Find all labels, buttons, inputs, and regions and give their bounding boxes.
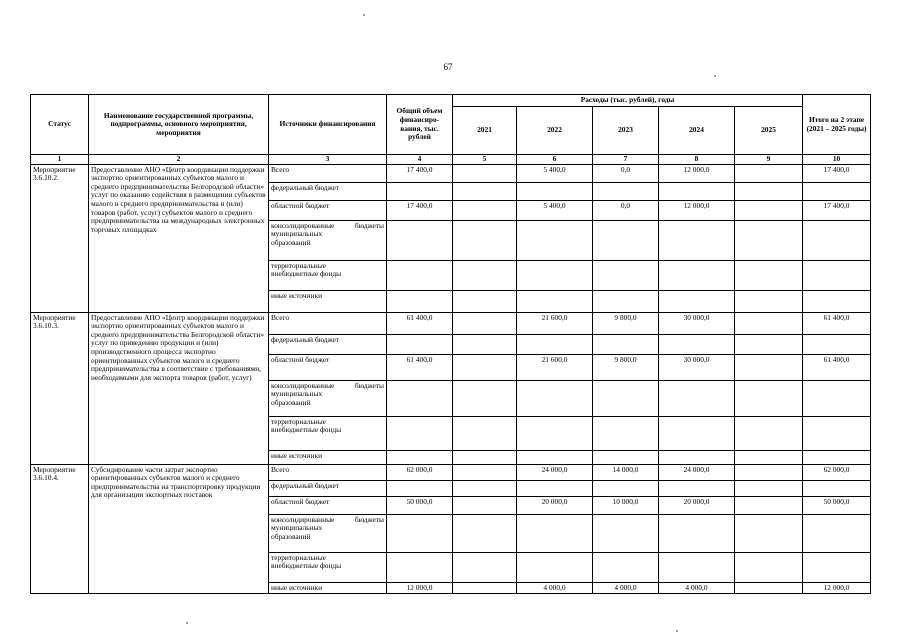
value-2024: 12 000,0: [659, 164, 735, 182]
header-year: 2023: [593, 107, 659, 155]
source-territorial-line: внебюджетные фонды: [271, 269, 342, 279]
value-2024: 4 000,0: [659, 582, 735, 594]
value-2023: 10 000,0: [593, 496, 659, 514]
event-status: Мероприятие 3.6.10.3.: [31, 312, 89, 464]
value-2021: [453, 450, 517, 464]
value-2021: [453, 164, 517, 182]
budget-table: [30, 94, 871, 594]
source-federal: федеральный бюджет: [269, 334, 387, 354]
value-2023: 9 800,0: [593, 312, 659, 334]
header-status: Статус: [31, 95, 89, 155]
value-total: 62 000,0: [387, 464, 453, 480]
value-stage-total: 61 400,0: [803, 354, 871, 380]
source-territorial-line: территориальные: [271, 416, 326, 426]
value-2023: 9 800,0: [593, 354, 659, 380]
value-2025: [735, 496, 803, 514]
source-all: Всего: [269, 464, 387, 480]
header-expenses: Расходы (тыс. рублей), годы: [453, 95, 803, 107]
value-2024: 30 000,0: [659, 312, 735, 334]
table-row: [31, 312, 871, 334]
value-total: 61 400,0: [387, 312, 453, 334]
column-number: 2: [89, 155, 269, 165]
header-sources: Источники финансирования: [269, 95, 387, 155]
source-territorial-line: внебюджетные фонды: [271, 561, 342, 571]
source-municipal: [269, 380, 387, 416]
value-2022: 5 400,0: [517, 200, 593, 220]
value-2024: 24 000,0: [659, 464, 735, 480]
value-2021: [453, 582, 517, 594]
source-territorial: [269, 552, 387, 582]
value-total: 12 000,0: [387, 582, 453, 594]
source-territorial: [269, 416, 387, 450]
value-stage-total: 12 000,0: [803, 582, 871, 594]
source-municipal-line: консолидированные бюджеты муниципальных: [271, 514, 384, 533]
header-year: 2021: [453, 107, 517, 155]
value-2023: [593, 290, 659, 312]
value-total: 17 400,0: [387, 200, 453, 220]
value-2022: 24 000,0: [517, 464, 593, 480]
source-federal: федеральный бюджет: [269, 182, 387, 200]
source-all: Всего: [269, 164, 387, 182]
value-stage-total: 17 400,0: [803, 200, 871, 220]
value-2025: [735, 464, 803, 480]
value-total: 61 400,0: [387, 354, 453, 380]
value-2022: 21 600,0: [517, 354, 593, 380]
column-number: 7: [593, 155, 659, 165]
value-stage-total: [803, 290, 871, 312]
value-2021: [453, 496, 517, 514]
column-number: 5: [453, 155, 517, 165]
table-row: [31, 164, 871, 182]
source-regional: областной бюджет: [269, 496, 387, 514]
value-2023: 14 000,0: [593, 464, 659, 480]
value-2024: [659, 290, 735, 312]
source-municipal: [269, 220, 387, 260]
value-2025: [735, 354, 803, 380]
source-municipal-line: консолидированные бюджеты муниципальных: [271, 220, 384, 239]
source-regional: областной бюджет: [269, 200, 387, 220]
scan-speck: [363, 14, 365, 16]
source-regional: областной бюджет: [269, 354, 387, 380]
value-2021: [453, 200, 517, 220]
value-2025: [735, 582, 803, 594]
source-other: иные источники: [269, 290, 387, 312]
value-2024: 20 000,0: [659, 496, 735, 514]
value-stage-total: 50 000,0: [803, 496, 871, 514]
source-all: Всего: [269, 312, 387, 334]
value-2021: [453, 354, 517, 380]
column-number: 9: [735, 155, 803, 165]
column-number: 10: [803, 155, 871, 165]
value-2021: [453, 290, 517, 312]
value-2022: 5 400,0: [517, 164, 593, 182]
header-stage-total: Итого на 2 этапе (2021 – 2025 годы): [803, 95, 871, 155]
column-number: 4: [387, 155, 453, 165]
value-2025: [735, 312, 803, 334]
value-2025: [735, 450, 803, 464]
value-total: [387, 290, 453, 312]
header-total: Общий объем финансиро-вания, тыс. рублей: [387, 95, 453, 155]
header-year: 2024: [659, 107, 735, 155]
value-2023: 0,0: [593, 200, 659, 220]
source-municipal: [269, 514, 387, 552]
source-other: иные источники: [269, 582, 387, 594]
value-stage-total: 62 000,0: [803, 464, 871, 480]
scan-speck: [186, 622, 188, 624]
source-territorial-line: внебюджетные фонды: [271, 425, 342, 435]
event-description: Предоставление АНО «Центр координации поддержки экспортно ориентированных субъектов малого и среднего предпринимательства Белгородской области» услуг по оказанию содействия в размещении субъектов малого и среднего предпринимательства и (или) товаров (работ, услуг) субъектов малого и среднего предпринимательства на международных электронных торговых площадках: [89, 164, 269, 312]
source-territorial: [269, 260, 387, 290]
value-2025: [735, 164, 803, 182]
event-status: Мероприятие 3.6.10.4.: [31, 464, 89, 594]
scan-speck: [714, 75, 716, 77]
event-description: Субсидирование части затрат экспортно ориентированных субъектов малого и среднего предпринимательства на транспортировку продукции для организации экспортных поставок: [89, 464, 269, 594]
value-2022: [517, 450, 593, 464]
value-2024: [659, 450, 735, 464]
column-number: 6: [517, 155, 593, 165]
column-number: 3: [269, 155, 387, 165]
event-description: Предоставление АНО «Центр координации поддержки экспортно ориентированных субъектов малого и среднего предпринимательства Белгородской области» услуг по приведению продукции и (или) производственного процесса экспортно ориентированных субъектов малого и среднего предпринимательства в соответствие с требованиями, необходимыми для экспорта товаров (работ, услуг): [89, 312, 269, 464]
value-2023: 4 000,0: [593, 582, 659, 594]
value-total: 17 400,0: [387, 164, 453, 182]
value-2022: [517, 290, 593, 312]
table-row: [31, 464, 871, 480]
value-2025: [735, 290, 803, 312]
value-2021: [453, 464, 517, 480]
value-stage-total: [803, 450, 871, 464]
source-other: иные источники: [269, 450, 387, 464]
value-2023: 0,0: [593, 164, 659, 182]
value-2022: 21 600,0: [517, 312, 593, 334]
source-municipal-line: образований: [271, 397, 311, 407]
source-municipal-line: образований: [271, 237, 311, 247]
value-2024: 12 000,0: [659, 200, 735, 220]
value-total: [387, 450, 453, 464]
header-year: 2025: [735, 107, 803, 155]
column-number: 8: [659, 155, 735, 165]
value-total: 50 000,0: [387, 496, 453, 514]
source-territorial-line: территориальные: [271, 260, 326, 270]
source-territorial-line: территориальные: [271, 552, 326, 562]
page-number: 67: [443, 62, 453, 72]
value-2022: 20 000,0: [517, 496, 593, 514]
value-2024: 30 000,0: [659, 354, 735, 380]
value-stage-total: 61 400,0: [803, 312, 871, 334]
value-2021: [453, 312, 517, 334]
value-2022: 4 000,0: [517, 582, 593, 594]
header-name: Наименование государственной программы, подпрограммы, основного мероприятия, мероприятия: [89, 95, 269, 155]
scan-speck: [676, 630, 678, 632]
column-number: 1: [31, 155, 89, 165]
header-year: 2022: [517, 107, 593, 155]
source-municipal-line: образований: [271, 531, 311, 541]
value-2025: [735, 200, 803, 220]
event-status: Мероприятие 3.6.10.2.: [31, 164, 89, 312]
source-municipal-line: консолидированные бюджеты муниципальных: [271, 380, 384, 399]
source-federal: федеральный бюджет: [269, 480, 387, 496]
value-2023: [593, 450, 659, 464]
value-stage-total: 17 400,0: [803, 164, 871, 182]
